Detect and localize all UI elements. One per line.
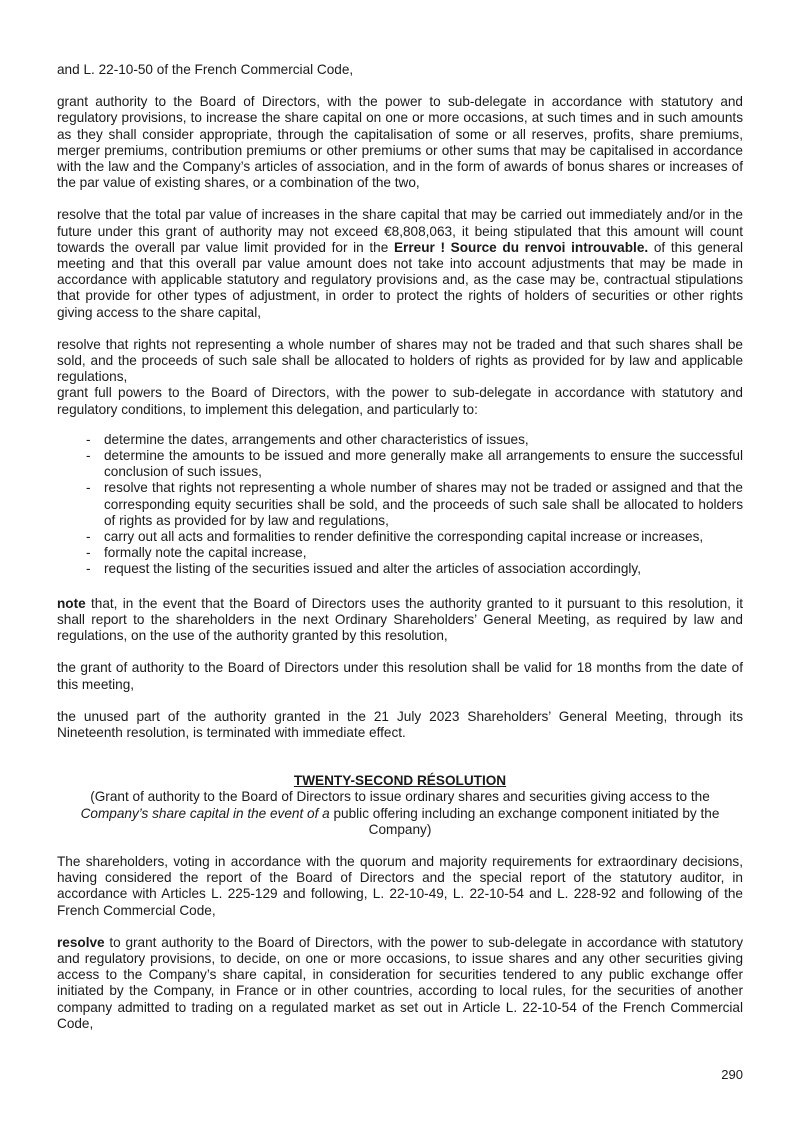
- paragraph-code-reference: and L. 22-10-50 of the French Commercial Code,: [57, 62, 354, 77]
- subtitle-text-a: (Grant of authority to the Board of Directors to issue ordinary shares and securities giving access to the: [90, 789, 710, 805]
- par-value-text-c: of this general meeting and that this overall par value amount does not take into account adjustments that may be made in accordance with applicable statutory and regulatory provisions and, as the case may be, contractual stipulations that provide for other types of adjustment, in order to protect the rights of holders of securities or other rights giving access to the share capital,: [57, 239, 744, 320]
- note-keyword: note: [57, 595, 86, 611]
- list-item: - resolve that rights not representing a whole number of shares may not be traded or assigned and that the corresponding equity securities shall be sold, and the proceeds of such sale shall be allocated to holders of rights as provided for by law and regulations,: [104, 480, 743, 529]
- subtitle-text-b: Company’s share capital in the event of a: [80, 805, 330, 821]
- paragraph-fractional-rights: resolve that rights not representing a whole number of shares may not be traded and that such shares shall be sold, and the proceeds of such sale shall be allocated to holders of rights as provided for by law and applicable regulations,: [57, 336, 743, 385]
- resolve-keyword: resolve: [57, 934, 105, 950]
- list-item: - carry out all acts and formalities to render definitive the corresponding capital increase or increases,: [104, 529, 743, 545]
- paragraph-full-powers: grant full powers to the Board of Directors, with the power to sub-delegate in accordance with statutory and regulatory conditions, to implement this delegation, and particularly to:: [57, 385, 743, 417]
- paragraph-note-report: [57, 596, 743, 645]
- list-item: - request the listing of the securities issued and alter the articles of association accordingly,: [104, 561, 743, 577]
- paragraph-validity: the grant of authority to the Board of Directors under this resolution shall be valid for 18 months from the date of this meeting,: [57, 660, 743, 692]
- par-value-text-a: resolve that the total par value of increases in the share capital that may be carried out immediately and/or in the future under this grant of authority may not exceed €8,808,063, it being stipulated that this amount will count towards the overall par value limit provided for in the: [57, 207, 743, 255]
- paragraph-termination: the unused part of the authority granted in the 21 July 2023 Shareholders’ General Meeting, through its Nineteenth resolution, is terminated with immediate effect.: [57, 708, 743, 740]
- paragraph-grant-authority: grant authority to the Board of Directors, with the power to sub-delegate in accordance with statutory and regulatory provisions, to increase the share capital on one or more occasions, at such times and in such amounts as they shall consider appropriate, through the capitalisation of some or all reserves, profits, share premiums, merger premiums, contribution premiums or other premiums or other sums that may be capitalised in accordance with the law and the Company’s articles of association, and in the form of awards of bonus shares or increases of the par value of existing shares, or a combination of the two,: [57, 94, 743, 191]
- note-text: that, in the event that the Board of Directors uses the authority granted to it pursuant to this resolution, it shall report to the shareholders in the next Ordinary Shareholders’ General Meeting, as required by law and regulations, on the use of the authority granted by this resolution,: [57, 595, 743, 644]
- resolution-title: TWENTY-SECOND RÉSOLUTION: [293, 773, 507, 789]
- paragraph-resolve-issue: [57, 935, 743, 1032]
- list-item: - formally note the capital increase,: [104, 545, 743, 561]
- error-reference: Erreur ! Source du renvoi introuvable.: [393, 239, 649, 255]
- subtitle-text-c: public offering including an exchange component initiated by the Company): [329, 805, 720, 837]
- list-item: - determine the amounts to be issued and more generally make all arrangements to ensure the successful conclusion of such issues,: [104, 448, 743, 480]
- document-page: [57, 62, 743, 1032]
- page-number: 290: [721, 1067, 743, 1082]
- resolve-text: to grant authority to the Board of Directors, with the power to sub-delegate in accordance with statutory and regulatory provisions, to decide, on one or more occasions, to issue shares and any other securities giving access to the Company’s share capital, in consideration for securities tendered to any public exchange offer initiated by the Company, in France or in other countries, according to local rules, for the securities of another company admitted to trading on a regulated market as set out in Article L. 22-10-54 of the French Commercial Code,: [57, 934, 743, 1031]
- paragraph-par-value-limit: [57, 207, 743, 320]
- paragraph-shareholders-voting: The shareholders, voting in accordance with the quorum and majority requirements for extraordinary decisions, having considered the report of the Board of Directors and the special report of the statutory auditor, in accordance with Articles L. 225-129 and following, L. 22-10-49, L. 22-10-54 and L. 228-92 and following of the French Commercial Code,: [57, 853, 743, 918]
- resolution-subtitle: [57, 789, 743, 838]
- powers-list: [57, 432, 743, 578]
- list-item: - determine the dates, arrangements and other characteristics of issues,: [104, 432, 743, 448]
